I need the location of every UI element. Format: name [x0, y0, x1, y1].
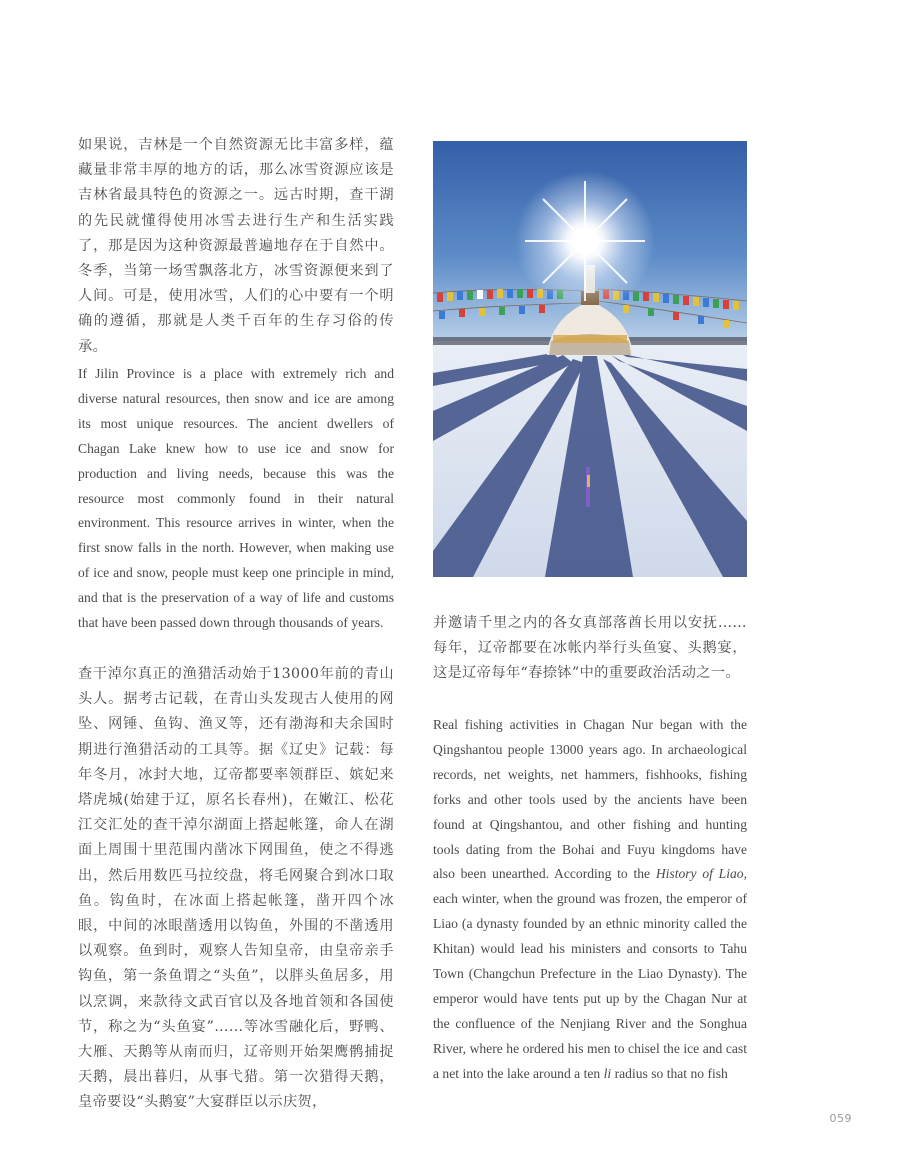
- chinese-paragraph-2: 查干淖尔真正的渔猎活动始于13000年前的青山头人。据考古记载，在青山头发现古人使用的网坠、网锤、鱼钩、渔叉等，还有渤海和夫余国时期进行渔猎活动的工具等。据《辽史》记载：每年冬月，冰封大地，辽帝都要率领群臣、嫔妃来塔虎城(始建于辽，原名长春州)，在嫩江、松花江交汇处的查干淖尔湖面上搭起帐篷，命人在湖面上周围十里范围内凿冰下网围鱼，使之不得逃出，然后用数匹马拉绞盘，将毛网聚合到冰口取鱼。钩鱼时，在冰面上搭起帐篷，凿开四个冰眼，中间的冰眼凿透用以钩鱼，外围的不凿透用以观察。鱼到时，观察人告知皇帝，由皇帝亲手钩鱼，第一条鱼谓之“头鱼”，以胖头鱼居多，用以烹调，来款待文武百官以及各地首领和各国使节，称之为“头鱼宴”……等冰雪融化后，野鸭、大雁、天鹅等从南而归，辽帝则开始架鹰鹘捕捉天鹅，晨出暮归，从事弋猎。第一次猎得天鹅，皇帝要设“头鹅宴”大宴群臣以示庆贺，: [78, 666, 394, 1111]
- english-paragraph-2-part-b: , each winter, when the ground was frozen, the emperor of Liao (a dynasty founded by an ethnic minority called the Khitan) would lead his ministers and consorts to Tahu Town (Changchun Prefecture in the Liao Dynasty). The emperor would have tents put up by the Chagan Nur at the confluence of the Nenjiang River and the Songhua River, where he ordered his men to chisel the ice and cast a net into the lake around a ten: [433, 866, 747, 1081]
- chinese-paragraph-3: 并邀请千里之内的各女真部落酋长用以安抚……每年，辽帝都要在冰帐内举行头鱼宴、头鹅宴，这是辽帝每年“春捺钵”中的重要政治活动之一。: [433, 615, 747, 682]
- english-paragraph-2: [433, 713, 747, 1087]
- chinese-paragraph-1: 如果说，吉林是一个自然资源无比丰富多样，蕴藏量非常丰厚的地方的话，那么冰雪资源应该是吉林省最具特色的资源之一。远古时期，查干湖的先民就懂得使用冰雪去进行生产和生活实践了，那是因为这种资源最普遍地存在于自然中。冬季，当第一场雪飘落北方，冰雪资源便来到了人间。可是，使用冰雪，人们的心中要有一个明确的遵循，那就是人类千百年的生存习俗的传承。: [78, 137, 394, 355]
- unit-li: li: [603, 1065, 612, 1081]
- english-paragraph-2-part-c: radius so that no fish: [611, 1065, 728, 1081]
- snow-shrine-photo: [433, 141, 747, 577]
- left-column-chinese-2: [78, 662, 394, 1116]
- sun-over-snow-shrine-photo-icon: [433, 141, 747, 577]
- english-paragraph-1: If Jilin Province is a place with extremely rich and diverse natural resources, then snow and ice are among its most unique resources. The ancient dwellers of Chagan Lake knew how to use ice and snow for production and living needs, because this was the resource most commonly found in their natural environment. This resource arrives in winter, when the first snow falls in the north. However, when making use of ice and snow, people must keep one principle in mind, and that is the preservation of a way of life and customs that have been passed down through thousands of years.: [78, 366, 394, 631]
- right-column-chinese: [433, 611, 747, 687]
- english-paragraph-2-part-a: Real fishing activities in Chagan Nur began with the Qingshantou people 13000 years ago. In archaeological records, net weights, net hammers, fishhooks, fishing forks and other tools used by the ancients have been found at Qingshantou, and other fishing and hunting tools dating from the Bohai and Fuyu kingdoms have also been unearthed. According to the: [433, 717, 747, 882]
- left-column: [78, 133, 394, 360]
- book-title-history-of-liao: History of Liao: [655, 866, 744, 882]
- right-column-english: [433, 713, 747, 1087]
- page-number: 059: [829, 1112, 852, 1125]
- left-column-english: [78, 362, 394, 636]
